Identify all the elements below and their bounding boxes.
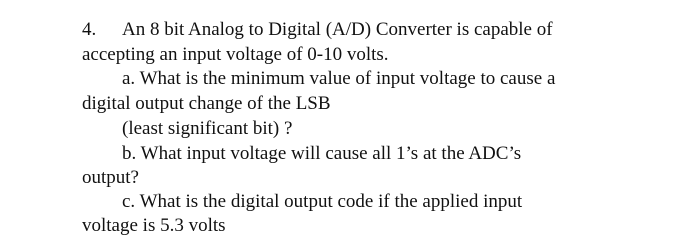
question-number: 4.	[82, 19, 97, 40]
part-a-line-2: digital output change of the LSB	[82, 93, 331, 114]
part-a-line-3: (least significant bit) ?	[122, 118, 293, 139]
question-stem-line-1	[82, 19, 553, 41]
question-stem-text: An 8 bit Analog to Digital (A/D) Converter is capable of	[122, 19, 553, 40]
part-c-line-2: voltage is 5.3 volts	[82, 215, 226, 236]
part-b-line-1: b. What input voltage will cause all 1’s at the ADC’s	[122, 143, 522, 164]
part-c-line-1: c. What is the digital output code if the applied input	[122, 191, 523, 212]
question-stem-line-2: accepting an input voltage of 0-10 volts.	[82, 44, 389, 65]
part-a-line-1: a. What is the minimum value of input voltage to cause a	[122, 68, 556, 89]
part-b-line-2: output?	[82, 167, 139, 188]
